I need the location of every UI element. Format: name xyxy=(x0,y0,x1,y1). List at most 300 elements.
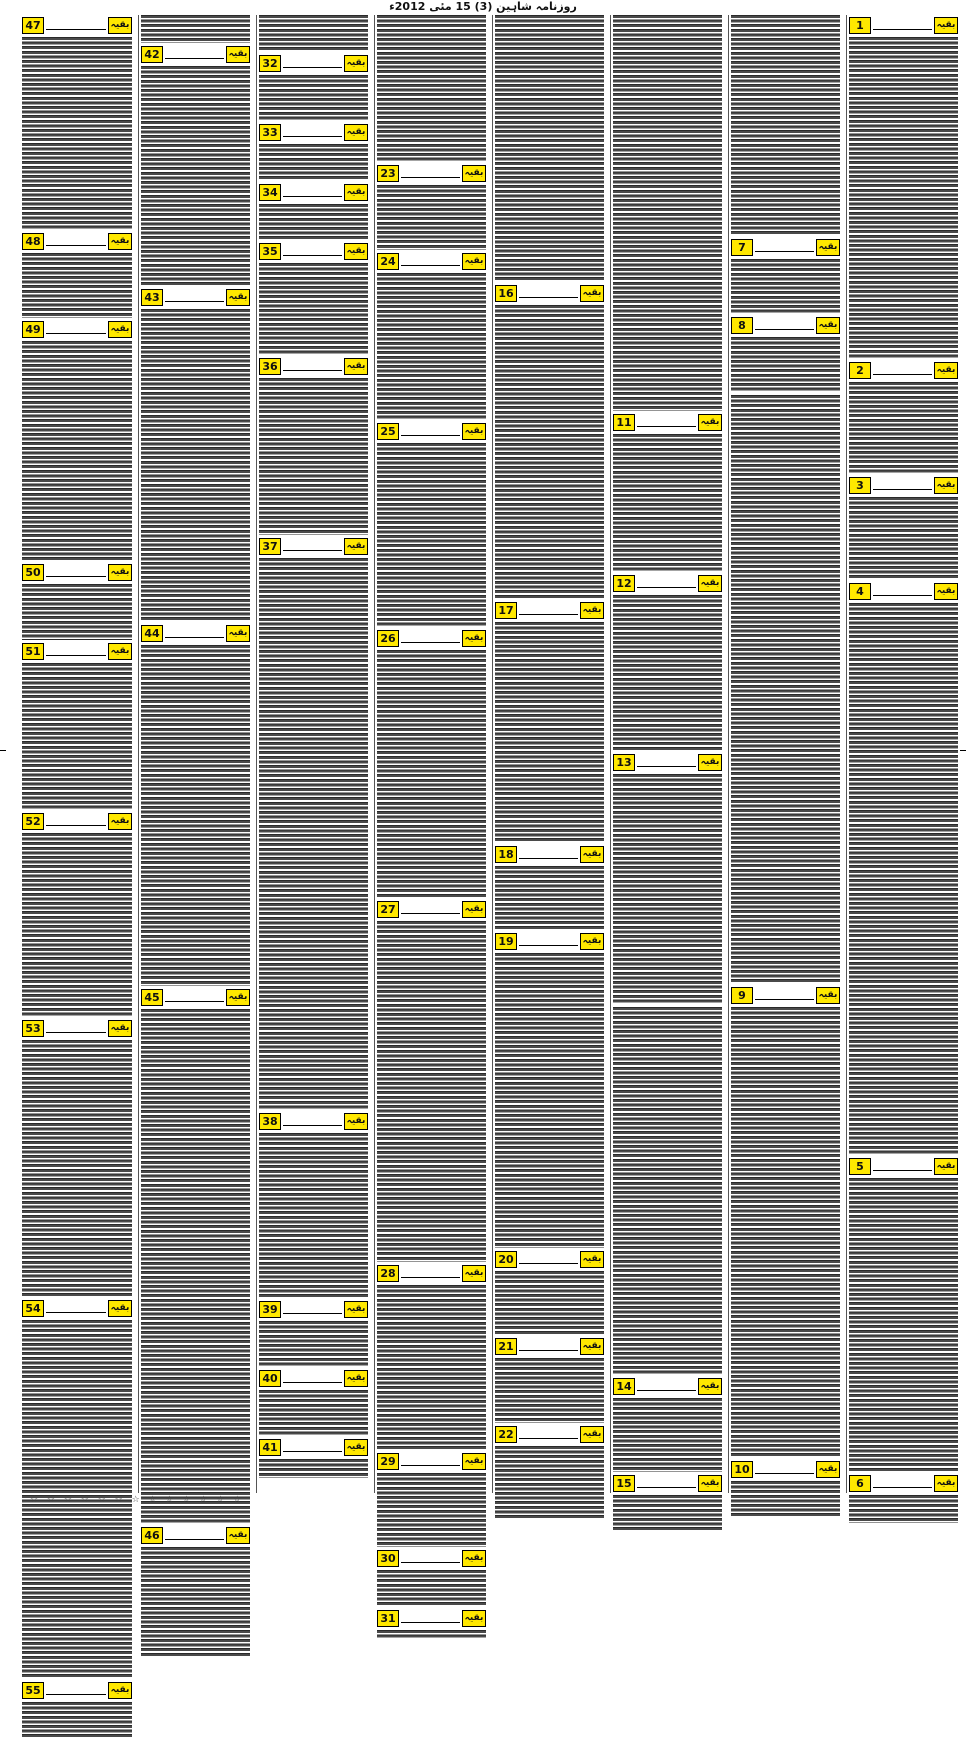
column-3 xyxy=(610,15,724,1493)
continuation-header xyxy=(495,602,604,619)
continuation-block xyxy=(141,625,250,985)
header-rule xyxy=(46,21,106,30)
header-rule xyxy=(46,1024,106,1033)
continuation-label: بقیہ xyxy=(934,17,958,34)
continuation-block xyxy=(849,362,958,474)
continuation-number: 1 xyxy=(849,17,871,34)
continuation-block xyxy=(849,1475,958,1523)
header-rule xyxy=(165,50,224,59)
article-text-lines xyxy=(613,434,722,572)
article-text-lines xyxy=(22,341,132,562)
continuation-header xyxy=(495,1338,604,1355)
header-rule xyxy=(873,1479,932,1488)
header-rule xyxy=(283,1374,342,1383)
continuation-label: بقیہ xyxy=(580,602,604,619)
continuation-number: 7 xyxy=(731,239,753,256)
article-text-lines xyxy=(495,1358,604,1422)
continuation-block xyxy=(377,1453,486,1547)
continuation-label: بقیہ xyxy=(698,1378,722,1395)
continuation-label: بقیہ xyxy=(934,1475,958,1492)
continuation-block xyxy=(495,1426,604,1520)
article-text-lines xyxy=(377,650,486,898)
article-text-lines xyxy=(613,1007,722,1375)
continuation-header xyxy=(22,1682,132,1699)
continuation-header xyxy=(613,754,722,771)
continuation-block xyxy=(259,1439,368,1477)
header-rule xyxy=(401,1457,460,1466)
header-rule xyxy=(46,325,106,334)
continuation-label: بقیہ xyxy=(462,1550,486,1567)
continuation-number: 26 xyxy=(377,630,399,647)
continuation-header xyxy=(259,1113,368,1130)
article-text-lines xyxy=(377,443,486,627)
article-text-lines xyxy=(259,1390,368,1436)
continuation-block xyxy=(377,1265,486,1451)
article-text-lines xyxy=(259,558,368,1110)
continuation-label: بقیہ xyxy=(462,630,486,647)
header-rule xyxy=(401,169,460,178)
continuation-header xyxy=(22,564,132,581)
continuation-label: بقیہ xyxy=(816,1461,840,1478)
header-rule xyxy=(755,321,814,330)
header-rule xyxy=(519,1342,578,1351)
continuation-label: بقیہ xyxy=(698,754,722,771)
continuation-header xyxy=(377,1550,486,1567)
continuation-number: 49 xyxy=(22,321,44,338)
continuation-label: بقیہ xyxy=(108,321,132,338)
article-text-lines xyxy=(495,15,604,282)
header-rule xyxy=(519,1255,578,1264)
continuation-block xyxy=(259,538,368,1110)
header-rule xyxy=(283,1443,342,1452)
continuation-label: بقیہ xyxy=(580,846,604,863)
header-rule xyxy=(46,647,106,656)
continuation-header xyxy=(22,643,132,660)
continuation-label: بقیہ xyxy=(344,538,368,555)
continuation-block xyxy=(22,813,132,1017)
continuation-number: 12 xyxy=(613,575,635,592)
continuation-number: 46 xyxy=(141,1527,163,1544)
continuation-header xyxy=(495,846,604,863)
article-text-lines xyxy=(849,1495,958,1523)
continuation-label: بقیہ xyxy=(344,184,368,201)
header-rule xyxy=(519,850,578,859)
header-rule xyxy=(637,418,696,427)
continuation-label: بقیہ xyxy=(934,583,958,600)
continuation-label: بقیہ xyxy=(580,285,604,302)
continuation-number: 53 xyxy=(22,1020,44,1037)
continuation-label: بقیہ xyxy=(344,358,368,375)
continuation-label: بقیہ xyxy=(226,625,250,642)
continuation-label: بقیہ xyxy=(226,1527,250,1544)
continuation-number: 32 xyxy=(259,55,281,72)
article-text-lines xyxy=(259,378,368,534)
header-rule xyxy=(755,991,814,1000)
continuation-block xyxy=(377,165,486,249)
continuation-header xyxy=(259,124,368,141)
continuation-label: بقیہ xyxy=(934,477,958,494)
column-5 xyxy=(374,15,488,1625)
continuation-label: بقیہ xyxy=(344,243,368,260)
continuation-label: بقیہ xyxy=(108,813,132,830)
continuation-label: بقیہ xyxy=(816,987,840,1004)
header-rule xyxy=(401,1269,460,1278)
continuation-number: 6 xyxy=(849,1475,871,1492)
continuation-block xyxy=(377,901,486,1261)
continuation-header xyxy=(731,317,840,334)
continuation-number: 29 xyxy=(377,1453,399,1470)
article-text-lines xyxy=(377,921,486,1261)
article-text-lines xyxy=(495,1271,604,1335)
continuation-block xyxy=(613,754,722,1004)
continuation-block xyxy=(377,253,486,420)
header-rule xyxy=(283,188,342,197)
article-text-lines xyxy=(259,1321,368,1367)
column-8 xyxy=(20,15,134,1698)
continuation-block xyxy=(495,1251,604,1335)
article-text-lines xyxy=(613,1495,722,1532)
header-rule xyxy=(401,634,460,643)
continuation-block xyxy=(22,564,132,639)
continuation-number: 11 xyxy=(613,414,635,431)
continuation-header xyxy=(731,239,840,256)
continuation-block xyxy=(731,317,840,392)
continuation-block xyxy=(141,1527,250,1657)
header-rule xyxy=(283,247,342,256)
continuation-header xyxy=(259,55,368,72)
article-text-lines xyxy=(849,603,958,1155)
continuation-number: 10 xyxy=(731,1461,753,1478)
header-rule xyxy=(46,568,106,577)
continuation-number: 19 xyxy=(495,933,517,950)
continuation-label: بقیہ xyxy=(462,165,486,182)
article-text-lines xyxy=(495,1446,604,1520)
continuation-label: بقیہ xyxy=(108,1682,132,1699)
continuation-number: 38 xyxy=(259,1113,281,1130)
continuation-header xyxy=(849,1158,958,1175)
continuation-block xyxy=(22,643,132,810)
article-text-lines xyxy=(22,833,132,1017)
article-text-lines xyxy=(849,1178,958,1472)
article-text-lines xyxy=(259,15,368,52)
article-text-lines xyxy=(141,1009,250,1524)
continuation-number: 20 xyxy=(495,1251,517,1268)
continuation-block xyxy=(377,423,486,627)
continuation-header xyxy=(613,575,722,592)
continuation-number: 34 xyxy=(259,184,281,201)
continuation-block xyxy=(849,17,958,359)
article-text-lines xyxy=(731,259,840,314)
continuation-block xyxy=(849,477,958,580)
article-text-lines xyxy=(377,15,486,162)
header-rule xyxy=(873,1162,932,1171)
header-rule xyxy=(46,237,106,246)
continuation-header xyxy=(259,538,368,555)
continuation-number: 55 xyxy=(22,1682,44,1699)
continuation-block xyxy=(495,285,604,599)
article-text-lines xyxy=(495,953,604,1247)
article-text-lines xyxy=(731,337,840,392)
header-rule xyxy=(283,542,342,551)
continuation-block xyxy=(259,243,368,355)
article-text-lines xyxy=(22,253,132,317)
continuation-number: 37 xyxy=(259,538,281,555)
continuation-block xyxy=(22,233,132,317)
continuation-number: 45 xyxy=(141,989,163,1006)
continuation-block xyxy=(495,602,604,843)
continuation-label: بقیہ xyxy=(108,233,132,250)
article-text-lines xyxy=(731,1007,840,1458)
continuation-number: 33 xyxy=(259,124,281,141)
continuation-number: 41 xyxy=(259,1439,281,1456)
continuation-block xyxy=(259,124,368,181)
continuation-number: 21 xyxy=(495,1338,517,1355)
article-text-lines xyxy=(377,185,486,249)
continuation-label: بقیہ xyxy=(226,46,250,63)
newspaper-page xyxy=(4,15,962,1698)
continuation-header xyxy=(259,1439,368,1456)
article-text-lines xyxy=(495,866,604,930)
header-rule xyxy=(401,1614,460,1623)
continuation-label: بقیہ xyxy=(580,1251,604,1268)
continuation-header xyxy=(849,362,958,379)
continuation-header xyxy=(613,1378,722,1395)
continuation-number: 9 xyxy=(731,987,753,1004)
continuation-number: 24 xyxy=(377,253,399,270)
continuation-block xyxy=(141,289,250,622)
header-rule xyxy=(283,59,342,68)
continuation-number: 5 xyxy=(849,1158,871,1175)
footer-stars: ☆ ☆ ☆ ☆ ☆ ☆ ☆ ☆ ☆ ☆ ☆ ☆ ☆ xyxy=(30,1495,245,1505)
continuation-label: بقیہ xyxy=(108,17,132,34)
continuation-header xyxy=(259,1370,368,1387)
column-6 xyxy=(256,15,370,1493)
continuation-header xyxy=(259,243,368,260)
article-text-lines xyxy=(141,645,250,985)
column-2 xyxy=(728,15,842,1493)
continuation-label: بقیہ xyxy=(108,1300,132,1317)
continuation-block xyxy=(259,1301,368,1367)
article-text-lines xyxy=(731,395,840,984)
continuation-label: بقیہ xyxy=(344,55,368,72)
continuation-header xyxy=(613,1475,722,1492)
continuation-label: بقیہ xyxy=(580,1426,604,1443)
continuation-number: 4 xyxy=(849,583,871,600)
continuation-number: 17 xyxy=(495,602,517,619)
continuation-block xyxy=(495,1338,604,1422)
continuation-header xyxy=(495,1251,604,1268)
continuation-label: بقیہ xyxy=(580,933,604,950)
continuation-label: بقیہ xyxy=(344,1301,368,1318)
continuation-label: بقیہ xyxy=(462,901,486,918)
continuation-block xyxy=(377,1610,486,1639)
continuation-number: 36 xyxy=(259,358,281,375)
continuation-number: 16 xyxy=(495,285,517,302)
continuation-number: 35 xyxy=(259,243,281,260)
article-text-lines xyxy=(849,497,958,580)
continuation-block xyxy=(141,989,250,1524)
continuation-number: 15 xyxy=(613,1475,635,1492)
continuation-header xyxy=(259,184,368,201)
header-rule xyxy=(519,606,578,615)
continuation-header xyxy=(377,901,486,918)
article-text-lines xyxy=(377,273,486,420)
continuation-header xyxy=(22,233,132,250)
continuation-block xyxy=(377,630,486,898)
continuation-number: 27 xyxy=(377,901,399,918)
article-text-lines xyxy=(849,37,958,359)
continuation-block xyxy=(613,414,722,572)
column-1 xyxy=(846,15,960,1493)
header-rule xyxy=(283,128,342,137)
continuation-block xyxy=(377,1550,486,1607)
continuation-number: 47 xyxy=(22,17,44,34)
continuation-header xyxy=(849,477,958,494)
continuation-header xyxy=(22,1020,132,1037)
continuation-header xyxy=(377,165,486,182)
continuation-block xyxy=(259,15,368,52)
continuation-number: 2 xyxy=(849,362,871,379)
continuation-block xyxy=(613,1007,722,1375)
continuation-header xyxy=(849,17,958,34)
header-rule xyxy=(873,481,932,490)
continuation-label: بقیہ xyxy=(462,253,486,270)
header-rule xyxy=(519,937,578,946)
article-text-lines xyxy=(22,1040,132,1298)
continuation-label: بقیہ xyxy=(226,989,250,1006)
continuation-header xyxy=(22,813,132,830)
continuation-header xyxy=(377,1265,486,1282)
header-rule xyxy=(519,289,578,298)
continuation-label: بقیہ xyxy=(698,414,722,431)
continuation-label: بقیہ xyxy=(816,239,840,256)
continuation-label: بقیہ xyxy=(462,1265,486,1282)
continuation-block xyxy=(731,239,840,314)
article-text-lines xyxy=(141,1547,250,1657)
masthead-title: روزنامہ شاہین (3) 15 مئی 2012ء xyxy=(389,0,577,13)
continuation-header xyxy=(141,625,250,642)
header-rule xyxy=(165,1531,224,1540)
continuation-block xyxy=(849,583,958,1155)
article-text-lines xyxy=(495,305,604,599)
header-rule xyxy=(873,587,932,596)
header-rule xyxy=(755,1465,814,1474)
continuation-header xyxy=(259,358,368,375)
article-text-lines xyxy=(22,37,132,230)
continuation-label: بقیہ xyxy=(344,1439,368,1456)
continuation-label: بقیہ xyxy=(462,423,486,440)
continuation-header xyxy=(849,1475,958,1492)
continuation-header xyxy=(141,46,250,63)
continuation-header xyxy=(259,1301,368,1318)
continuation-label: بقیہ xyxy=(108,1020,132,1037)
continuation-block xyxy=(495,15,604,282)
header-rule xyxy=(637,579,696,588)
article-text-lines xyxy=(377,1630,486,1639)
header-rule xyxy=(401,257,460,266)
continuation-block xyxy=(259,184,368,241)
continuation-number: 3 xyxy=(849,477,871,494)
column-4 xyxy=(492,15,606,1493)
continuation-block xyxy=(22,1300,132,1679)
continuation-number: 28 xyxy=(377,1265,399,1282)
continuation-number: 40 xyxy=(259,1370,281,1387)
header-rule xyxy=(637,1382,696,1391)
continuation-header xyxy=(141,289,250,306)
continuation-block xyxy=(377,15,486,162)
continuation-number: 8 xyxy=(731,317,753,334)
article-text-lines xyxy=(141,66,250,287)
continuation-block xyxy=(259,55,368,121)
article-text-lines xyxy=(259,1459,368,1477)
continuation-header xyxy=(22,1300,132,1317)
article-text-lines xyxy=(613,1398,722,1472)
continuation-block xyxy=(22,1682,132,1739)
continuation-header xyxy=(377,423,486,440)
header-rule xyxy=(165,293,224,302)
continuation-block xyxy=(495,846,604,930)
continuation-block xyxy=(613,15,722,411)
continuation-header xyxy=(377,1610,486,1627)
continuation-number: 54 xyxy=(22,1300,44,1317)
continuation-block xyxy=(259,1113,368,1299)
header-rule xyxy=(401,1554,460,1563)
continuation-header xyxy=(495,285,604,302)
continuation-header xyxy=(377,1453,486,1470)
header-rule xyxy=(165,993,224,1002)
continuation-number: 51 xyxy=(22,643,44,660)
continuation-header xyxy=(377,630,486,647)
article-text-lines xyxy=(377,1285,486,1451)
continuation-number: 22 xyxy=(495,1426,517,1443)
header-rule xyxy=(873,21,932,30)
continuation-number: 48 xyxy=(22,233,44,250)
article-text-lines xyxy=(613,15,722,411)
continuation-label: بقیہ xyxy=(108,564,132,581)
continuation-block xyxy=(22,321,132,562)
continuation-block xyxy=(613,1378,722,1472)
continuation-number: 18 xyxy=(495,846,517,863)
continuation-block xyxy=(613,575,722,751)
article-text-lines xyxy=(259,75,368,121)
continuation-block xyxy=(141,15,250,43)
article-text-lines xyxy=(613,595,722,751)
continuation-number: 42 xyxy=(141,46,163,63)
continuation-number: 31 xyxy=(377,1610,399,1627)
continuation-number: 52 xyxy=(22,813,44,830)
continuation-label: بقیہ xyxy=(580,1338,604,1355)
article-text-lines xyxy=(849,382,958,474)
header-rule xyxy=(873,366,932,375)
continuation-label: بقیہ xyxy=(698,575,722,592)
header-rule xyxy=(46,1686,106,1695)
continuation-header xyxy=(849,583,958,600)
article-text-lines xyxy=(613,774,722,1004)
continuation-number: 14 xyxy=(613,1378,635,1395)
continuation-number: 39 xyxy=(259,1301,281,1318)
continuation-header xyxy=(731,1461,840,1478)
article-text-lines xyxy=(141,15,250,43)
continuation-number: 43 xyxy=(141,289,163,306)
continuation-block xyxy=(495,933,604,1247)
article-text-lines xyxy=(259,144,368,181)
article-text-lines xyxy=(22,584,132,639)
header-rule xyxy=(401,427,460,436)
continuation-label: بقیہ xyxy=(344,1113,368,1130)
continuation-label: بقیہ xyxy=(344,1370,368,1387)
article-text-lines xyxy=(259,1133,368,1299)
article-text-lines xyxy=(495,622,604,843)
